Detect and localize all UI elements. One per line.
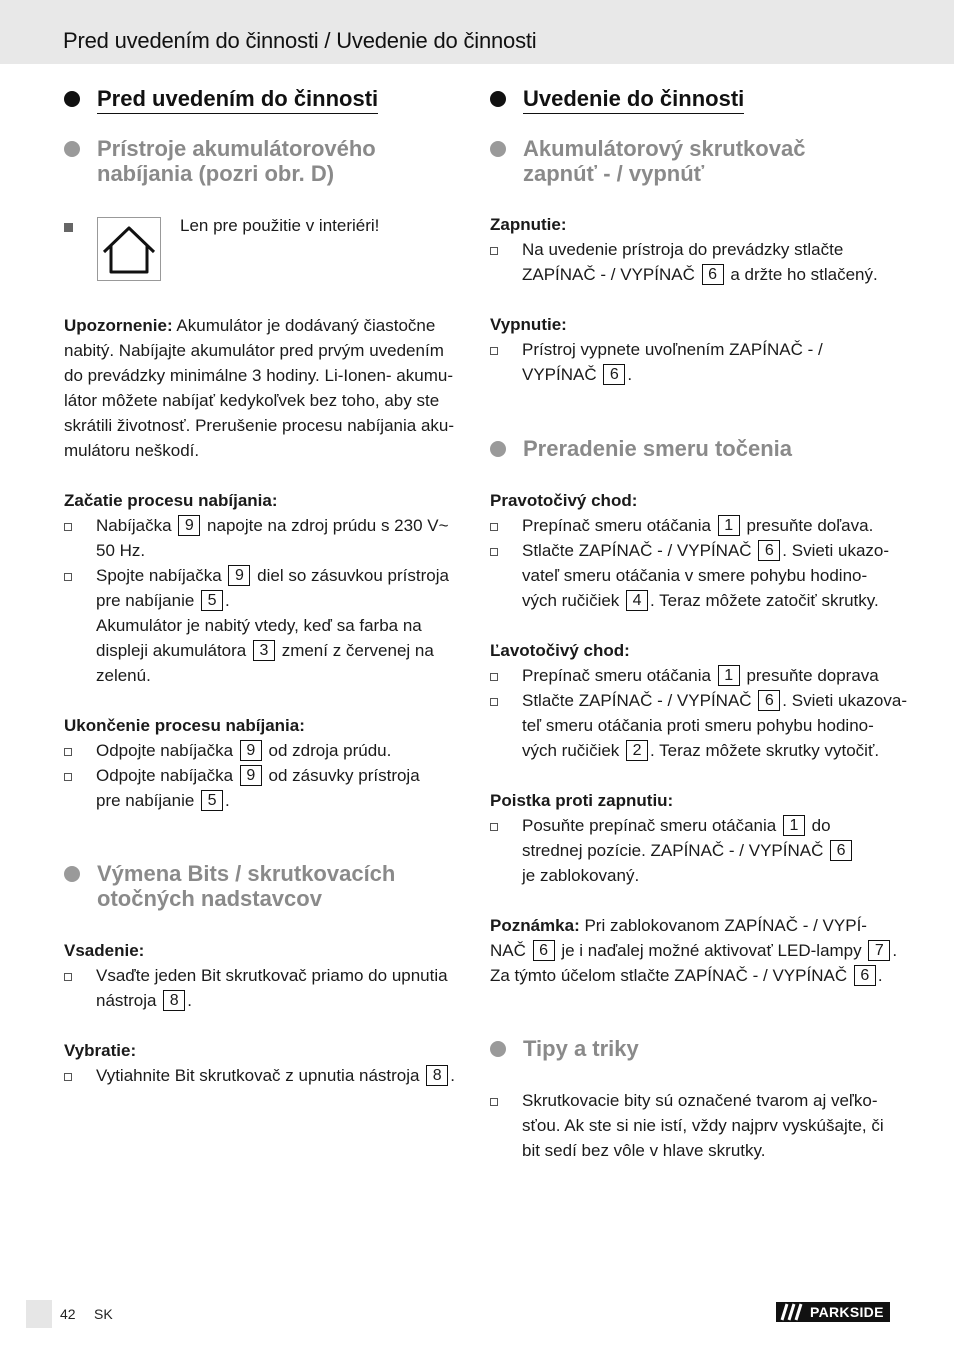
text: . Teraz môžete skrutky vytočiť. xyxy=(650,741,880,760)
text: Stlačte ZAPÍNAČ - / VYPÍNAČ xyxy=(522,541,757,560)
part-number-badge: 6 xyxy=(603,364,625,385)
list-item xyxy=(490,813,900,888)
list-item xyxy=(64,563,474,613)
text: mulátoru neškodí. xyxy=(64,441,200,460)
text: NAČ xyxy=(490,941,531,960)
checkbox-bullet-icon xyxy=(64,973,72,981)
part-number-badge: 9 xyxy=(240,765,262,786)
subheading-switch-on: Zapnutie: xyxy=(490,215,567,234)
text: Akumulátor je dodávaný čiastočne xyxy=(172,316,436,335)
text: nástroja xyxy=(96,991,162,1010)
subheading-left-rotation: Ľavotočivý chod: xyxy=(490,641,630,660)
subheading-insert: Vsadenie: xyxy=(64,941,145,960)
heading-line-1: Akumulátorový skrutkovač xyxy=(523,136,806,161)
indoor-use-text: Len pre použitie v interiéri! xyxy=(180,216,380,235)
text: pre nabíjanie xyxy=(96,591,200,610)
part-number-badge: 6 xyxy=(702,264,724,285)
subheading-start-charging: Začatie procesu nabíjania: xyxy=(64,491,278,510)
text: . Svieti ukazova- xyxy=(782,691,908,710)
section-heading-zapnut-vypnut xyxy=(490,136,890,188)
list-item xyxy=(64,738,474,763)
indoor-use-house-icon xyxy=(97,217,161,281)
bullet-dot-icon xyxy=(64,91,80,107)
text: od zásuvky prístroja xyxy=(263,766,420,785)
checkbox-bullet-icon xyxy=(490,673,498,681)
square-bullet-icon xyxy=(64,223,73,232)
section-heading-pred-uvedenim xyxy=(64,86,464,114)
subheading-right-rotation: Pravotočivý chod: xyxy=(490,491,638,510)
list-item xyxy=(64,1063,474,1088)
checkbox-bullet-icon xyxy=(490,247,498,255)
text: presuňte doľava. xyxy=(741,516,874,535)
text: vých ručičiek xyxy=(522,591,625,610)
page-number: 42 xyxy=(60,1306,76,1322)
text: Skrutkovacie bity sú označené tvarom aj veľko- xyxy=(522,1091,878,1110)
text: Stlačte ZAPÍNAČ - / VYPÍNAČ xyxy=(522,691,757,710)
checkbox-bullet-icon xyxy=(64,523,72,531)
text: je zablokovaný. xyxy=(522,866,640,885)
checkbox-bullet-icon xyxy=(64,748,72,756)
subheading-remove: Vybratie: xyxy=(64,1041,137,1060)
text: Za týmto účelom stlačte ZAPÍNAČ - / VYPÍNAČ xyxy=(490,966,852,985)
checkbox-bullet-icon xyxy=(490,548,498,556)
part-number-badge: 9 xyxy=(178,515,200,536)
subheading-end-charging: Ukončenie procesu nabíjania: xyxy=(64,716,305,735)
text: od zdroja prúdu. xyxy=(263,741,392,760)
text: Prepínač smeru otáčania xyxy=(522,666,716,685)
checkbox-bullet-icon xyxy=(490,347,498,355)
part-number-badge: 8 xyxy=(163,990,185,1011)
text: Pri zablokovanom ZAPÍNAČ - / VYPÍ- xyxy=(579,916,867,935)
text: do prevádzky minimálne 3 hodiny. Li-Ionen- akumu- xyxy=(64,366,453,385)
heading-line-1: Výmena Bits / skrutkovacích xyxy=(97,861,396,886)
text: . xyxy=(225,791,230,810)
text: presuňte doprava xyxy=(741,666,879,685)
subheading-switch-lock: Poistka proti zapnutiu: xyxy=(490,791,674,810)
text: sťou. Ak ste si nie istí, vždy najprv vyskúšajte, či xyxy=(522,1116,884,1135)
text: skrátili životnosť. Prerušenie procesu nabíjania aku- xyxy=(64,416,455,435)
language-code: SK xyxy=(94,1306,113,1322)
part-number-badge: 6 xyxy=(533,940,555,961)
warning-paragraph xyxy=(64,313,474,463)
section-heading-nabijanie xyxy=(64,136,464,188)
list-item xyxy=(490,663,900,688)
part-number-badge: 1 xyxy=(783,815,805,836)
list-item xyxy=(490,688,908,763)
text: Prepínač smeru otáčania xyxy=(522,516,716,535)
text: napojte na zdroj prúdu s 230 V~ xyxy=(202,516,449,535)
bullet-dot-icon xyxy=(490,141,506,157)
part-number-badge: 7 xyxy=(868,940,890,961)
text: zmení z červenej na xyxy=(276,641,434,660)
text: Nabíjačka xyxy=(96,516,177,535)
text: do xyxy=(806,816,831,835)
text: Akumulátor je nabitý vtedy, keď sa farba na xyxy=(96,616,422,635)
checkbox-bullet-icon xyxy=(64,773,72,781)
checkbox-bullet-icon xyxy=(490,823,498,831)
list-item xyxy=(64,763,474,813)
text: vých ručičiek xyxy=(522,741,625,760)
text: zelenú. xyxy=(96,666,151,685)
heading-line-1: Prístroje akumulátorového xyxy=(97,136,376,161)
part-number-badge: 9 xyxy=(240,740,262,761)
heading-text: Uvedenie do činnosti xyxy=(523,86,744,114)
text: Vytiahnite Bit skrutkovač z upnutia nástroja xyxy=(96,1066,425,1085)
checkbox-bullet-icon xyxy=(64,1073,72,1081)
list-item xyxy=(490,1088,900,1163)
note-label: Poznámka: xyxy=(490,916,580,935)
list-item-continuation xyxy=(64,613,474,688)
footer-page-box xyxy=(26,1300,52,1328)
part-number-badge: 5 xyxy=(201,590,223,611)
part-number-badge: 6 xyxy=(830,840,852,861)
text: Na uvedenie prístroja do prevádzky stlačte xyxy=(522,240,844,259)
list-item xyxy=(64,963,474,1013)
heading-line-2: zapnúť - / vypnúť xyxy=(523,161,705,186)
section-heading-vymena-bits xyxy=(64,861,464,913)
text: bit sedí bez vôle v hlave skrutky. xyxy=(522,1141,766,1160)
part-number-badge: 4 xyxy=(626,590,648,611)
section-heading-smer-tocenia xyxy=(490,436,890,464)
text: teľ smeru otáčania proti smeru pohybu hodino- xyxy=(522,716,874,735)
heading-text: Preradenie smeru točenia xyxy=(523,436,793,461)
part-number-badge: 1 xyxy=(718,515,740,536)
parkside-logo xyxy=(776,1302,890,1322)
text: látor môžete nabíjať kedykoľvek bez toho, aby ste xyxy=(64,391,440,410)
text: je i naďalej možné aktivovať LED-lampy xyxy=(556,941,867,960)
bullet-dot-icon xyxy=(490,1041,506,1057)
text: . Teraz môžete zatočiť skrutky. xyxy=(650,591,879,610)
section-heading-tipy xyxy=(490,1036,890,1064)
page-header-bar xyxy=(0,0,954,64)
text: nabitý. Nabíjajte akumulátor pred prvým uvedením xyxy=(64,341,444,360)
bullet-dot-icon xyxy=(490,91,506,107)
part-number-badge: 6 xyxy=(854,965,876,986)
part-number-badge: 6 xyxy=(758,540,780,561)
part-number-badge: 8 xyxy=(426,1065,448,1086)
text: VYPÍNAČ xyxy=(522,365,602,384)
text: diel so zásuvkou prístroja xyxy=(252,566,449,585)
bullet-dot-icon xyxy=(490,441,506,457)
text: . xyxy=(450,1066,455,1085)
logo-stripes-icon xyxy=(778,1302,810,1322)
text: displeji akumulátora xyxy=(96,641,251,660)
note-paragraph xyxy=(490,913,900,988)
bullet-dot-icon xyxy=(64,141,80,157)
subheading-switch-off: Vypnutie: xyxy=(490,315,567,334)
part-number-badge: 2 xyxy=(626,740,648,761)
brand-name: PARKSIDE xyxy=(810,1304,884,1320)
list-item xyxy=(490,237,900,287)
heading-line-2: nabíjania (pozri obr. D) xyxy=(97,161,335,186)
text: pre nabíjanie xyxy=(96,791,200,810)
text: 50 Hz. xyxy=(96,541,146,560)
text: strednej pozície. ZAPÍNAČ - / VYPÍNAČ xyxy=(522,841,829,860)
text: . Svieti ukazo- xyxy=(782,541,890,560)
heading-text: Tipy a triky xyxy=(523,1036,639,1061)
part-number-badge: 5 xyxy=(201,790,223,811)
part-number-badge: 9 xyxy=(228,565,250,586)
list-item xyxy=(490,337,900,387)
list-item xyxy=(64,513,474,563)
list-item xyxy=(490,538,900,613)
text: vateľ smeru otáčania v smere pohybu hodino- xyxy=(522,566,868,585)
text: . xyxy=(225,591,230,610)
heading-text: Pred uvedením do činnosti xyxy=(97,86,378,114)
text: . xyxy=(187,991,192,1010)
warning-label: Upozornenie: xyxy=(64,316,173,335)
text: a držte ho stlačený. xyxy=(725,265,878,284)
text: ZAPÍNAČ - / VYPÍNAČ xyxy=(522,265,700,284)
text: Prístroj vypnete uvoľnením ZAPÍNAČ - / xyxy=(522,340,823,359)
text: Odpojte nabíjačka xyxy=(96,741,238,760)
text: Spojte nabíjačka xyxy=(96,566,227,585)
text: Odpojte nabíjačka xyxy=(96,766,238,785)
bullet-dot-icon xyxy=(64,866,80,882)
section-heading-uvedenie xyxy=(490,86,890,114)
checkbox-bullet-icon xyxy=(64,573,72,581)
heading-line-2: otočných nadstavcov xyxy=(97,886,322,911)
part-number-badge: 3 xyxy=(253,640,275,661)
part-number-badge: 6 xyxy=(758,690,780,711)
checkbox-bullet-icon xyxy=(490,698,498,706)
text: . xyxy=(877,966,883,985)
text: Vsaďte jeden Bit skrutkovač priamo do upnutia xyxy=(96,966,448,985)
text: . xyxy=(892,941,898,960)
part-number-badge: 1 xyxy=(718,665,740,686)
text: . xyxy=(627,365,633,384)
page-header-title: Pred uvedením do činnosti / Uvedenie do činnosti xyxy=(63,28,537,53)
list-item xyxy=(490,513,900,538)
checkbox-bullet-icon xyxy=(490,523,498,531)
checkbox-bullet-icon xyxy=(490,1098,498,1106)
text: Posuňte prepínač smeru otáčania xyxy=(522,816,781,835)
